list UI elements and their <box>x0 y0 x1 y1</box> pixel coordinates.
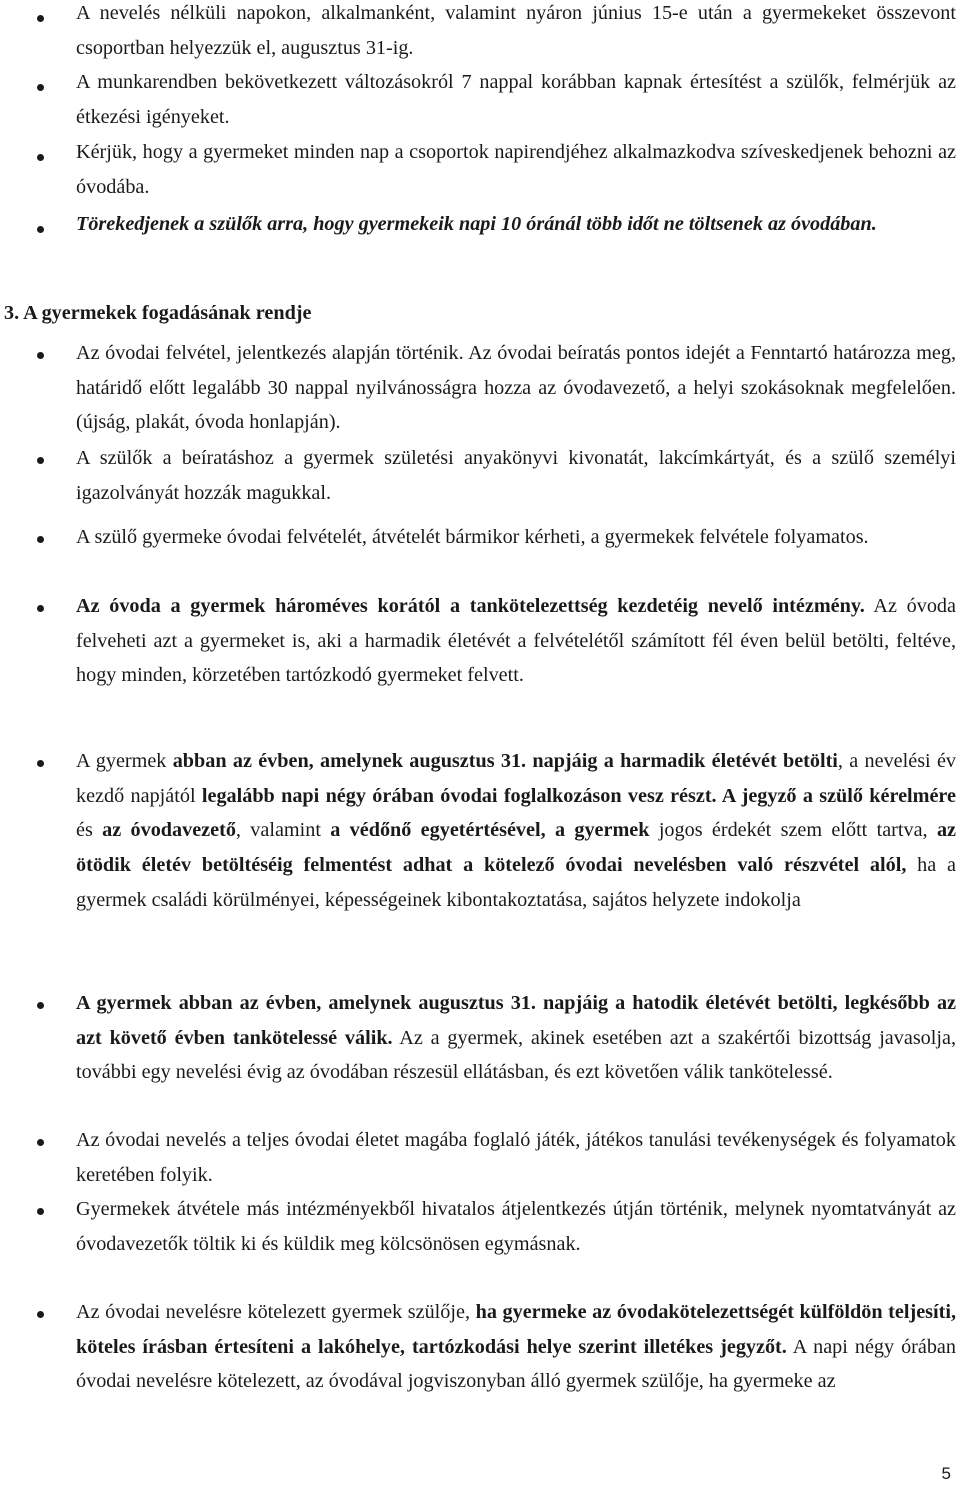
bold-run: abban az évben, amelynek augusztus 31. napjáig a harmadik életévét betölti <box>172 750 838 772</box>
list-item-text: A szülők a beíratáshoz a gyermek születési anyakönyvi kivonatát, lakcímkártyát, és a szülő személyi igazolványát hozzák magukkal. <box>76 447 956 504</box>
list-item-text <box>76 744 956 918</box>
list-item-text: A munkarendben bekövetkezett változásokról 7 nappal korábban kapnak értesítést a szülők, felmérjük az étkezési igényeket. <box>76 71 956 128</box>
text-run: Az óvodai nevelésre kötelezett gyermek szülője, <box>76 1301 476 1323</box>
bullet-icon <box>37 1002 44 1009</box>
bold-run: A gyermek abban az évben, amelynek augusztus 31. napjáig a hatodik életévét betölti, legkésőbb az azt követő évben tankötelessé válik. <box>76 992 956 1049</box>
text-run: A gyermek <box>76 750 173 772</box>
list-item-text: A nevelés nélküli napokon, alkalmanként, valamint nyáron június 15-e után a gyermekeket összevont csoportban helyezzük el, augusztus 31-ig. <box>76 2 956 59</box>
section-heading: 3. A gyermekek fogadásának rendje <box>4 302 312 324</box>
list-item-text: Törekedjenek a szülők arra, hogy gyermekeik napi 10 óránál több időt ne töltsenek az óvodában. <box>76 213 877 235</box>
bullet-icon <box>37 1311 44 1318</box>
bold-run: Az óvoda a gyermek hároméves korától a tankötelezettség kezdetéig nevelő intézmény. <box>76 595 865 617</box>
bullet-icon <box>37 84 44 91</box>
text-run: Az a gyermek, akinek esetében azt a szakértői bizottság javasolja, további egy nevelési évig az óvodában részesül ellátásban, és ezt követően válik tankötelessé. <box>76 1026 956 1084</box>
bold-run: a védőnő egyetértésével, a gyermek <box>330 819 650 842</box>
bullet-icon <box>37 352 44 359</box>
list-item-text <box>76 589 956 693</box>
bullet-icon <box>37 1139 44 1146</box>
bullet-icon <box>37 605 44 612</box>
text-run: , valamint <box>235 819 331 842</box>
list-item-text <box>76 986 956 1090</box>
bullet-icon <box>37 15 44 22</box>
text-run: és <box>76 819 103 842</box>
text-run: A napi négy órában óvodai nevelésre kötelezett, az óvodával jogviszonyban álló gyermek szülője, ha gyermeke az <box>76 1335 956 1393</box>
page-number: 5 <box>941 1464 951 1483</box>
text-run: Az óvoda felveheti azt a gyermeket is, aki a harmadik életévét a felvételétől számított fél éven belül betölti, feltéve, hogy minden, körzetében tartózkodó gyermeket felvett. <box>76 595 956 687</box>
bold-run: az óvodavezető <box>102 819 236 842</box>
list-item-text: Gyermekek átvétele más intézményekből hivatalos átjelentkezés útján történik, melynek nyomtatványát az óvodavezetők töltik ki és küldik meg kölcsönösen egymásnak. <box>76 1198 956 1255</box>
bold-run: legalább napi négy órában óvodai foglalkozáson vesz részt. A jegyző a szülő kérelmére <box>201 784 956 807</box>
bold-run: az ötödik életév betöltéséig felmentést adhat a kötelező óvodai nevelésben való részvétel alól, <box>76 819 956 877</box>
bullet-icon <box>37 226 44 233</box>
list-item-text: Az óvodai nevelés a teljes óvodai életet magába foglaló játék, játékos tanulási tevékenységek és folyamatok keretében folyik. <box>76 1129 956 1186</box>
bullet-icon <box>37 154 44 161</box>
bold-run: ha gyermeke az óvodakötelezettségét külföldön teljesíti, köteles írásban értesíteni a lakóhelye, tartózkodási helye szerint illetékes jegyzőt. <box>76 1301 956 1358</box>
list-item-text: Kérjük, hogy a gyermeket minden nap a csoportok napirendjéhez alkalmazkodva szíveskedjenek behozni az óvodába. <box>76 141 956 198</box>
bullet-icon <box>37 536 44 543</box>
bullet-icon <box>37 760 44 767</box>
bullet-icon <box>37 1208 44 1215</box>
text-run: jogos érdekét szem előtt tartva, <box>649 819 937 842</box>
list-item-text: Az óvodai felvétel, jelentkezés alapján történik. Az óvodai beíratás pontos idejét a Fenntartó határozza meg, határidő előtt legalább 30 nappal nyilvánosságra hozza az óvodavezető, a helyi szokásoknak megfelelően. (újság, plakát, óvoda honlapján). <box>76 342 956 434</box>
list-item-text <box>76 1295 956 1399</box>
bullet-icon <box>37 457 44 464</box>
text-run: , a nevelési év kezdő napjától <box>76 750 957 807</box>
list-item-text: A szülő gyermeke óvodai felvételét, átvételét bármikor kérheti, a gyermekek felvétele folyamatos. <box>76 526 869 548</box>
text-run: ha a gyermek családi körülményei, képességeinek kibontakoztatása, sajátos helyzete indokolja <box>76 854 957 911</box>
